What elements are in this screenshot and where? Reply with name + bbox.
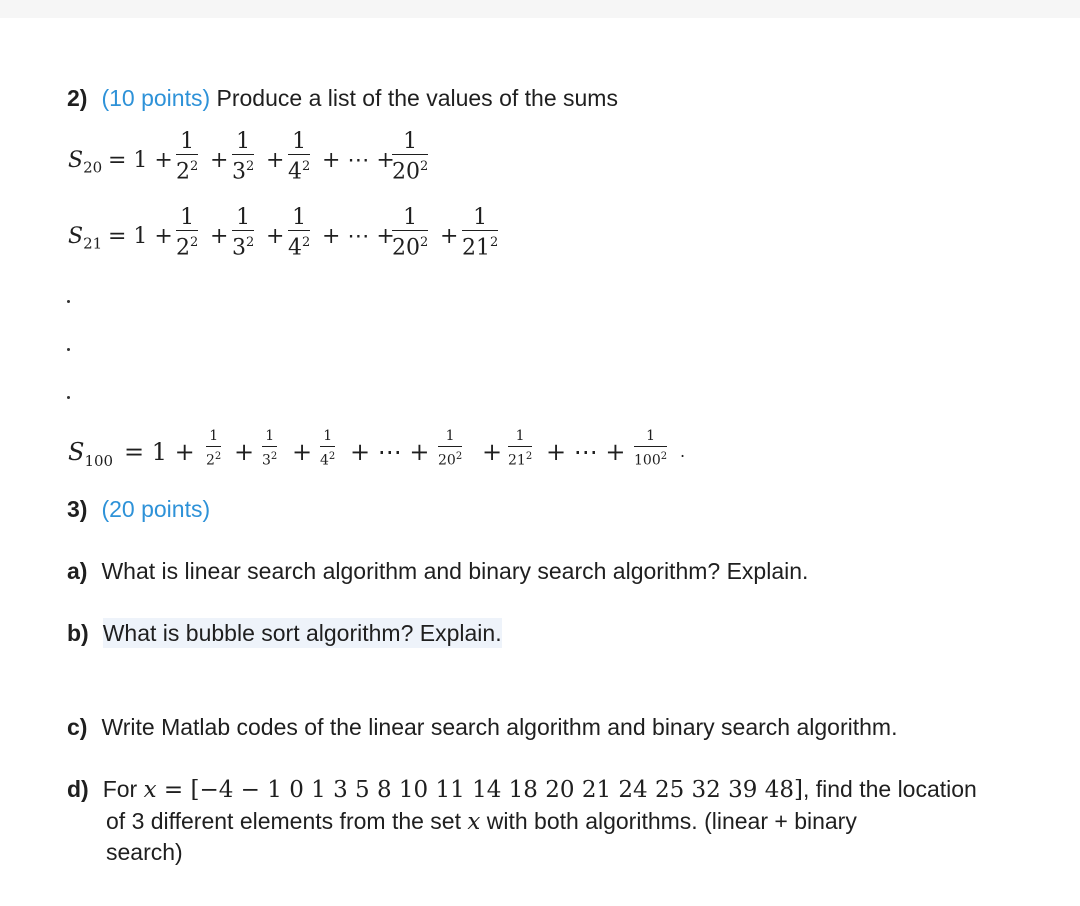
ellipsis-dot [67, 348, 70, 351]
q3d-line2: of 3 different elements from the set x with both algorithms. (linear + binary [106, 808, 857, 835]
var-x: x [143, 777, 157, 803]
s20-equation: $S_{20}$ = 1 + 1 $2^2$ + 1 $3^2$ + 1 $4^2$ + ⋯ + 1 $20^2$ [68, 129, 429, 185]
q3b [67, 619, 502, 647]
q3b-label: b) [67, 620, 89, 646]
q3a-label: a) [67, 558, 88, 584]
q3d-label: d) [67, 776, 89, 802]
q3-number: 3) [67, 496, 88, 522]
ellipsis-dot [67, 300, 70, 303]
set-x: = [−4 − 1 0 1 3 5 8 10 11 14 18 20 21 24 25 32 39 48] [156, 777, 803, 803]
q3a-text: What is linear search algorithm and binary search algorithm? Explain. [101, 558, 809, 584]
q3-heading [67, 495, 210, 523]
q3c-text: Write Matlab codes of the linear search algorithm and binary search algorithm. [101, 714, 898, 740]
q2-heading [67, 84, 618, 112]
q2-text: Produce a list of the values of the sums [216, 85, 618, 111]
q3c [67, 713, 897, 741]
top-bar [0, 0, 1080, 18]
q3a [67, 557, 808, 585]
q3c-label: c) [67, 714, 88, 740]
q3d-line1: d) For x = [−4 − 1 0 1 3 5 8 10 11 14 18 20 21 24 25 32 39 48], find the location [67, 776, 977, 803]
ellipsis-dot [67, 396, 70, 399]
q3b-text: What is bubble sort algorithm? Explain. [102, 620, 502, 646]
s21-label: $S_{21}$ [68, 224, 103, 253]
q2-points: (10 points) [101, 85, 211, 111]
q2-number: 2) [67, 85, 88, 111]
s100-label: $S_{100}$ [68, 438, 114, 470]
s21-equation: $S_{21}$ = 1 + 1 $2^2$ + 1 $3^2$ + 1 $4^2$ + ⋯ + 1 $20^2$ + 1 $21^2$ [68, 205, 499, 261]
q3d-line3: search) [106, 839, 183, 865]
q3-points: (20 points) [101, 496, 211, 522]
s20-label: $S_{20}$ [68, 148, 103, 177]
s100-equation: $S_{100}$ = 1 + 1 $2^2$ + 1 $3^2$ + 1 $4^2$ + ⋯ + 1 $20^2$ + 1 $21^2$ + ⋯ + 1 $100^2$ . [68, 428, 686, 470]
